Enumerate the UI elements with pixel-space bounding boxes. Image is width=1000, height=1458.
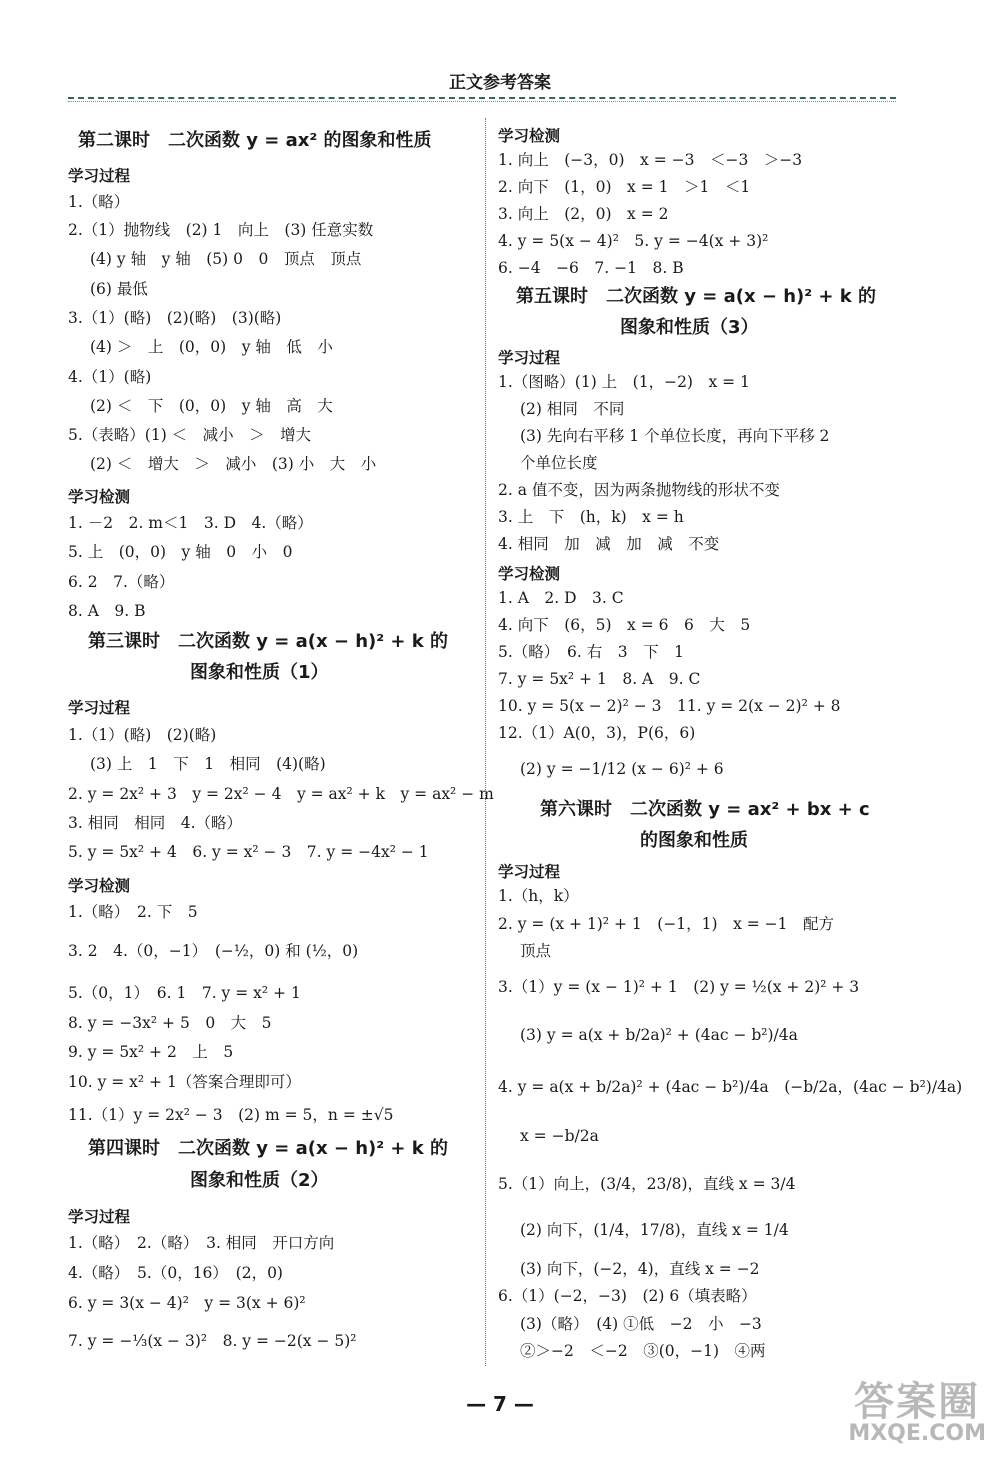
answer-line: (3) 上 1 下 1 相同 (4)(略) — [90, 755, 326, 773]
answer-line: 5. y = 5x² + 4 6. y = x² − 3 7. y = −4x² − 1 — [68, 843, 429, 861]
answer-line: 2.（1）抛物线 (2) 1 向上 (3) 任意实数 — [68, 221, 374, 239]
answer-line: 5.（略） 6. 右 3 下 1 — [498, 643, 684, 661]
answer-line: 7. y = −⅓(x − 3)² 8. y = −2(x − 5)² — [68, 1332, 357, 1350]
section-heading: 学习检测 — [498, 127, 561, 145]
header-divider-secondary — [68, 101, 896, 102]
answer-line: 4. 相同 加 减 加 减 不变 — [498, 535, 720, 553]
answer-line: 4. 向下 (6，5) x = 6 6 大 5 — [498, 616, 751, 634]
answer-line: 1.（略） 2. 下 5 — [68, 903, 198, 921]
answer-line: 5. 上 (0，0) y 轴 0 小 0 — [68, 543, 293, 561]
answer-line: 3. 向上 (2，0) x = 2 — [498, 205, 669, 223]
section-heading: 学习过程 — [68, 167, 131, 185]
header-divider — [68, 97, 896, 99]
answer-line: (6) 最低 — [90, 280, 148, 298]
answer-line: (2) ＜ 下 (0，0) y 轴 高 大 — [90, 397, 333, 415]
lesson-title: 图象和性质（3） — [620, 317, 759, 338]
watermark — [848, 1378, 986, 1446]
answer-line: 1. －2 2. m＜1 3. D 4.（略） — [68, 514, 313, 532]
answer-line: 11.（1）y = 2x² − 3 (2) m = 5，n = ±√5 — [68, 1106, 394, 1124]
answer-line: 个单位长度 — [520, 454, 598, 472]
answer-line: 5.（0，1） 6. 1 7. y = x² + 1 — [68, 984, 301, 1002]
answer-line: (2) y = −1/12 (x − 6)² + 6 — [520, 760, 724, 778]
answer-line: 1.（h，k） — [498, 887, 579, 905]
section-heading: 学习检测 — [498, 565, 561, 583]
lesson-title: 第六课时 二次函数 y = ax² + bx + c — [540, 799, 870, 820]
answer-line: 2. y = (x + 1)² + 1 (−1，1) x = −1 配方 — [498, 915, 835, 933]
answer-line: 2. a 值不变，因为两条抛物线的形状不变 — [498, 481, 780, 499]
answer-line: 4. y = 5(x − 4)² 5. y = −4(x + 3)² — [498, 232, 769, 250]
answer-line: 1.（略） 2.（略） 3. 相同 开口方向 — [68, 1234, 335, 1252]
lesson-title: 图象和性质（1） — [190, 662, 329, 683]
section-heading: 学习检测 — [68, 488, 131, 506]
answer-line: 1.（图略）(1) 上 (1，−2) x = 1 — [498, 373, 750, 391]
answer-line: 7. y = 5x² + 1 8. A 9. C — [498, 670, 701, 688]
answer-line: (3) 先向右平移 1 个单位长度，再向下平移 2 — [520, 427, 830, 445]
answer-line: 2. y = 2x² + 3 y = 2x² − 4 y = ax² + k y = ax² − m — [68, 785, 494, 803]
answer-line: 6. −4 −6 7. −1 8. B — [498, 259, 684, 277]
lesson-title: 第四课时 二次函数 y = a(x − h)² + k 的 — [88, 1138, 448, 1159]
answer-line: ②＞−2 ＜−2 ③(0，−1) ④两 — [520, 1342, 766, 1360]
lesson-title: 图象和性质（2） — [190, 1170, 329, 1191]
answer-line: (2) ＜ 增大 ＞ 减小 (3) 小 大 小 — [90, 455, 377, 473]
answer-line: (3) y = a(x + b/2a)² + (4ac − b²)/4a — [520, 1026, 798, 1044]
answer-line: 5.（表略）(1) ＜ 减小 ＞ 增大 — [68, 426, 312, 444]
answer-line: 3. 上 下 (h，k) x = h — [498, 508, 684, 526]
answer-line: (4) y 轴 y 轴 (5) 0 0 顶点 顶点 — [90, 250, 362, 268]
answer-line: 10. y = x² + 1（答案合理即可） — [68, 1073, 301, 1091]
answer-line: (2) 向下，(1/4，17/8)，直线 x = 1/4 — [520, 1221, 789, 1239]
answer-line: 6. y = 3(x − 4)² y = 3(x + 6)² — [68, 1294, 306, 1312]
answer-line: 3. 相同 相同 4.（略） — [68, 814, 243, 832]
answer-line: (4) ＞ 上 (0，0) y 轴 低 小 — [90, 338, 333, 356]
answer-line: 2. 向下 (1，0) x = 1 ＞1 ＜1 — [498, 178, 751, 196]
answer-line: 6.（1）(−2，−3) (2) 6（填表略） — [498, 1287, 757, 1305]
watermark-url: MXQE.COM — [848, 1420, 986, 1446]
lesson-title: 第五课时 二次函数 y = a(x − h)² + k 的 — [516, 286, 876, 307]
answer-line: (3) 向下，(−2，4)，直线 x = −2 — [520, 1260, 760, 1278]
answer-line: 1.（略） — [68, 193, 130, 211]
lesson-title: 的图象和性质 — [640, 830, 748, 851]
answer-line: 3. 2 4.（0，−1） (−½，0) 和 (½，0) — [68, 942, 359, 960]
section-heading: 学习过程 — [68, 699, 131, 717]
answer-line: 4. y = a(x + b/2a)² + (4ac − b²)/4a (−b/2a，(4ac − b²)/4a) — [498, 1078, 963, 1096]
answer-line: 12.（1）A(0，3)，P(6，6) — [498, 724, 696, 742]
answer-line: x = −b/2a — [520, 1127, 599, 1145]
answer-line: 1. 向上 (−3，0) x = −3 ＜−3 ＞−3 — [498, 151, 803, 169]
column-divider — [485, 118, 486, 1366]
answer-line: 8. y = −3x² + 5 0 大 5 — [68, 1014, 272, 1032]
answer-line: 5.（1）向上，(3/4，23/8)，直线 x = 3/4 — [498, 1175, 796, 1193]
answer-line: (2) 相同 不同 — [520, 400, 625, 418]
section-heading: 学习检测 — [68, 877, 131, 895]
answer-line: 8. A 9. B — [68, 602, 146, 620]
section-heading: 学习过程 — [68, 1208, 131, 1226]
lesson-title: 第二课时 二次函数 y = ax² 的图象和性质 — [78, 130, 432, 151]
answer-line: 4.（略） 5.（0，16） (2，0) — [68, 1264, 283, 1282]
page-header-title: 正文参考答案 — [449, 73, 551, 93]
answer-line: 6. 2 7.（略） — [68, 573, 175, 591]
answer-line: 4.（1）(略) — [68, 368, 152, 386]
answer-line: 10. y = 5(x − 2)² − 3 11. y = 2(x − 2)² + 8 — [498, 697, 841, 715]
answer-line: (3)（略） (4) ①低 −2 小 −3 — [520, 1315, 762, 1333]
page-number: — 7 — — [466, 1392, 534, 1416]
watermark-logo: 答案圈 — [854, 1378, 981, 1425]
answer-line: 3.（1）y = (x − 1)² + 1 (2) y = ½(x + 2)² + 3 — [498, 978, 860, 996]
section-heading: 学习过程 — [498, 863, 561, 881]
answer-line: 9. y = 5x² + 2 上 5 — [68, 1043, 234, 1061]
answer-line: 1. A 2. D 3. C — [498, 589, 624, 607]
lesson-title: 第三课时 二次函数 y = a(x − h)² + k 的 — [88, 631, 448, 652]
answer-line: 顶点 — [520, 942, 552, 960]
answer-line: 3.（1）(略) (2)(略) (3)(略) — [68, 309, 282, 327]
section-heading: 学习过程 — [498, 349, 561, 367]
answer-line: 1.（1）(略) (2)(略) — [68, 726, 217, 744]
